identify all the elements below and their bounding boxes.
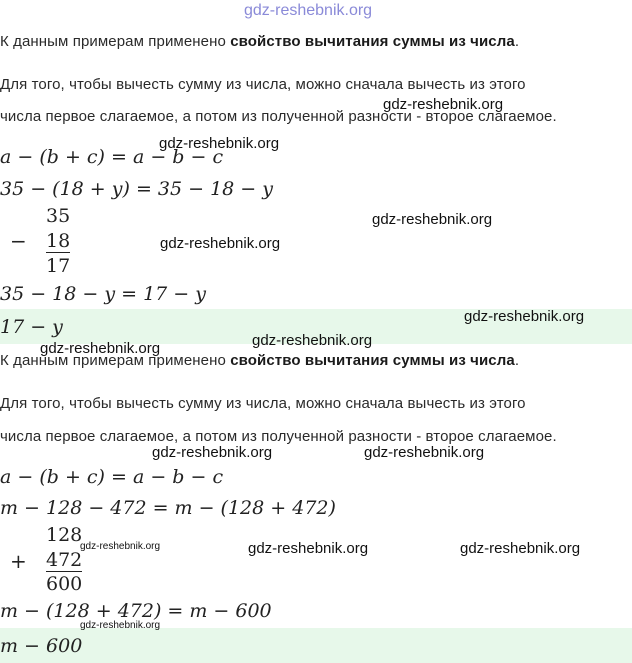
step-2: 35 − 18 − y = 17 − y: [0, 283, 206, 305]
watermark: gdz-reshebnik.org: [160, 235, 281, 252]
property-name: свойство вычитания суммы из числа: [230, 33, 515, 50]
watermark: gdz-reshebnik.org: [248, 540, 369, 557]
watermark: gdz-reshebnik.org: [364, 444, 485, 461]
step-1: m − 128 − 472 = m − (128 + 472): [0, 497, 336, 519]
step-1: 35 − (18 + y) = 35 − 18 − y: [0, 178, 273, 200]
column-middle-value: 472: [46, 549, 83, 571]
formula: a − (b + c) = a − b − c: [0, 146, 224, 168]
watermark-small: gdz-reshebnik.org: [80, 620, 161, 631]
column-top: 128: [46, 524, 83, 546]
watermark: gdz-reshebnik.org: [464, 308, 585, 325]
intro-suffix: .: [514, 352, 520, 369]
header-watermark: gdz-reshebnik.org: [244, 2, 373, 19]
column-result: 600: [46, 573, 83, 595]
intro-prefix: К данным примерам применено: [0, 352, 231, 369]
intro-suffix: .: [514, 33, 520, 50]
rule-line-2: числа первое слагаемое, а потом из полученной разности - второе слагаемое.: [0, 428, 557, 445]
rule-line-1: Для того, чтобы вычесть сумму из числа, можно сначала вычесть из этого: [0, 395, 526, 412]
watermark-small: gdz-reshebnik.org: [80, 541, 161, 552]
formula: a − (b + c) = a − b − c: [0, 466, 224, 488]
watermark: gdz-reshebnik.org: [383, 96, 504, 113]
column-operator: +: [10, 549, 27, 573]
column-result: 17: [46, 255, 71, 277]
answer-highlight-2: [0, 628, 632, 663]
watermark: gdz-reshebnik.org: [460, 540, 581, 557]
step-2: m − (128 + 472) = m − 600: [0, 600, 272, 622]
property-name: свойство вычитания суммы из числа: [230, 352, 515, 369]
column-middle-value: 18: [46, 230, 71, 252]
intro-text-1: [0, 33, 519, 50]
watermark: gdz-reshebnik.org: [252, 332, 373, 349]
rule-line-2: числа первое слагаемое, а потом из полученной разности - второе слагаемое.: [0, 108, 557, 125]
intro-prefix: К данным примерам применено: [0, 33, 231, 50]
column-top: 35: [46, 205, 71, 227]
column-middle: [46, 549, 82, 572]
answer: m − 600: [0, 635, 83, 657]
rule-line-1: Для того, чтобы вычесть сумму из числа, можно сначала вычесть из этого: [0, 76, 526, 93]
watermark: gdz-reshebnik.org: [152, 444, 273, 461]
watermark: gdz-reshebnik.org: [372, 211, 493, 228]
answer: 17 − y: [0, 316, 63, 338]
column-operator: −: [10, 229, 27, 253]
watermark: gdz-reshebnik.org: [40, 340, 161, 357]
watermark: gdz-reshebnik.org: [159, 135, 280, 152]
column-middle: [46, 230, 70, 253]
